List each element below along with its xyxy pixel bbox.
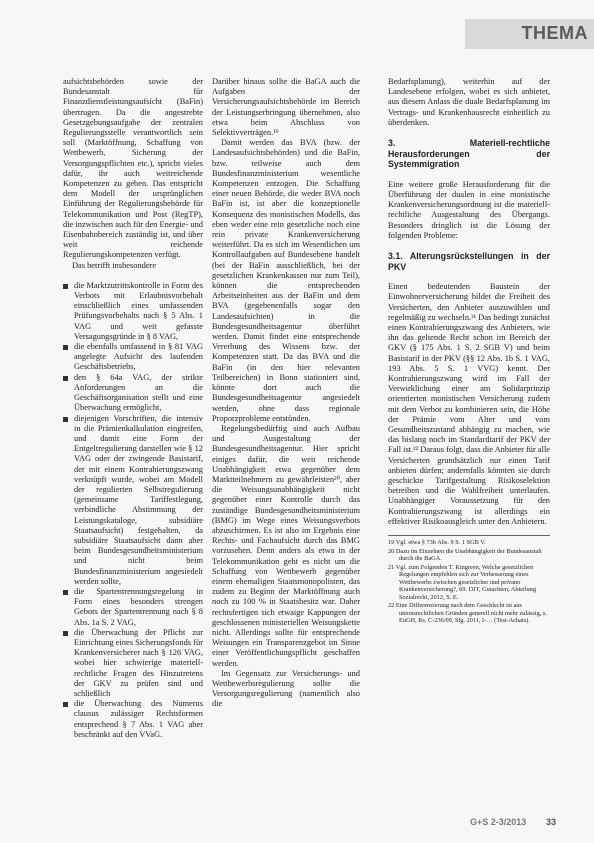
paragraph: aufsichtsbehörden sowie der Bundesanstalt für Finanzdienstleistungsaufsicht (BaFin) übertrugen. Da die angestrebte Gesetzgebungsaufgabe der zentralen Regulierungsstelle verantwortlich sein soll (Marktöffnung, Schaffung von Wettbewerb, Sicherung der Versorgungspflichten etc.), spricht vieles dafür, ihr auch weitreichende Kompetenzen zu geben. Das entspricht dem Modell der ursprünglichen Einführung der Regulierungsbehörde für Telekommunikation und Post (RegTP), die inzwischen auch für den Energie- und Eisenbahnbereich zuständig ist, und über weit reichende Regulierungskompetenzen verfügt. <box>63 77 203 260</box>
list-item: die ebenfalls umfassend in § 81 VAG angelegte Aufsicht des laufenden Geschäftsbetriebs, <box>63 342 203 373</box>
subsection-heading: 3.1. Alterungsrückstellungen in der PKV <box>388 251 550 272</box>
journal-name: G+S 2-3/2013 <box>470 817 527 827</box>
list-item: die Marktzutrittskontrolle in Form des Verbots mit Erlaubnisvorbehalt einschließlich eines umfassenden Prüfungsvorbehalts nach § 5 Abs. 1 VAG und weit gefasste Versagungsgründe in § 8 VAG, <box>63 281 203 342</box>
paragraph: Im Gegensatz zur Versicherungs- und Wettbewerbsregulierung sollte die Versorgungsregulierung (namentlich also die <box>212 668 360 709</box>
footnote: 22 Eine Differenzierung nach dem Geschlecht ist aus unionsrechtlichen Gründen generell nicht mehr zulässig, s. EuGH, Rs. C-236/09, Slg. 2011, I-… (Test-Achats). <box>388 602 547 625</box>
paragraph: Regelungsbedürftig sind auch Aufbau und Ausgestaltung der Bundesgesundheitsagentur. Hier spricht einiges dafür, die weit reichende Unabhängigkeit etwa gegenüber dem Marktteilnehmern zu gewährleisten²⁰, aber die Weisungsunabhängigkeit nicht gegenüber einer Kontrolle durch das zuständige Bundesgesundheitsministerium (BMG) im Wege eines Weisungsverbots abzuschirmen. Es ist also im Ergebnis eine Rechts- und Fachaufsicht durch das BMG vorzusehen. Denn anders als etwa in der Telekommunikation geht es nicht um die Schaffung von Wettbewerb gegenüber einem ehemaligen Staatsmonopolisten, das zudem zu Beginn der Marktöffnung auch noch zu 100 % in Staatsbesitz war. Daher rechtsfertigen sich etwaige Kappungen der geschlossenen ministeriellen Weisungskette nicht. Allerdings sollte für entsprechende Weisungen ein Transparenzgebot im Sinne einer Veröffentlichungspflicht geschaffen werden. <box>212 423 360 668</box>
bullet-list <box>63 281 203 740</box>
footnote: 20 Dazu im Einzelnen die Unabhängigkeit der Bundesanstalt durch die BaGA. <box>388 547 542 563</box>
section-badge <box>465 19 594 49</box>
footnotes <box>388 535 550 625</box>
list-item: die Spartentrennungsregelung in Form eines besonders strengen Gebots der Spartentrennung nach § 8 Abs. 1a S. 2 VAG, <box>63 587 203 628</box>
list-item: die Überwachung des Numerus clausus zulässiger Rechtsformen entsprechend § 7 Abs. 1 VAG aber beschränkt auf den VVaG. <box>63 699 203 740</box>
paragraph: Eine weitere große Herausforderung für die Überführung der dualen in eine monistische Krankenversicherungsordnung ist die materiell-rechtliche Ausgestaltung des Übergangs. Besonders dringlich ist die Lösung der folgenden Probleme: <box>388 179 550 240</box>
footnote: 19 Vgl. etwa § 73b Abs. 9 S. 1 SGB V. <box>388 539 486 547</box>
paragraph: Das betrifft insbesondere <box>72 260 157 270</box>
section-heading: 3. Materiell-rechtliche Herausforderungen der Systemmigration <box>388 138 550 170</box>
page-footer <box>0 817 594 835</box>
page-number: 33 <box>546 817 557 827</box>
list-item: die Überwachung der Pflicht zur Einrichtung eines Sicherungsfonds für Krankenversicherer nach § 126 VAG, wobei hier schwierige materiell-rechtliche Fragen des Hinzutretens der GKV zu prüfen sind und schließlich <box>63 628 203 699</box>
text-column-3 <box>388 77 550 626</box>
text-column-1 <box>63 77 203 740</box>
list-item: den § 64a VAG, der strikte Anforderungen an die Geschäftsorganisation stellt und eine Überwachung ermöglicht, <box>63 373 203 414</box>
footnote: 21 Vgl. zum Folgenden T. Kingreen, Welche gesetzlichen Regelungen empfehlen sich zur Verbesserung eines Wettbewerbs zwischen gesetzlicher und privater Krankenversicherung?, 69. DJT, Gutachten, Abteilung Sozialrecht, 2012, S. E. <box>388 563 536 601</box>
paragraph: Bedarfsplanung), weiterhin auf der Landesebene erfolgen, wobei es sich anbietet, aus diesem Anlass die duale Bedarfsplanung im Vertrags- und Krankenhausrecht einheitlich zu überdenken. <box>388 77 550 127</box>
section-title: THEMA <box>521 23 588 43</box>
paragraph: Damit werden das BVA (bzw. der Landesaufsichtsbehörden) und die BaFin, bzw. teilweise auch dem Bundesfinanzministerium wesentliche Kompetenzen entzogen. Die Schaffung einer neuen Behörde, die weder BVA noch BaFin ist, ist aber die konzeptionelle Konsequenz des monistischen Modells, das eben weder eine rein gesetzliche noch eine rein private Krankenversicherung weiterführt. Da es sich im Wesentlichen um Kontrollaufgaben auf Bundesebene handelt (bei der BaFin ausschließlich, bei der gesetzlichen Krankenkassen nur zum Teil), können die entsprechenden Arbeitseinheiten aus der BaFin und dem BVA (gegebenenfalls sogar den Landesaufsichten) in die Bundesgesundheitsagentur überführt werden. Damit findet eine entsprechende Vererbung des Wissens bzw. der Kompetenzen statt. Da das BVA und die BaFin (in den hier relevanten Teilbereichen) in Bonn stationiert sind, könnte dort auch die Bundesgesundheitsagentur angesiedelt werden, ohne dass regionale Proporzprobleme entstünden. <box>212 138 360 423</box>
text-column-2 <box>212 77 360 710</box>
list-item: diejenigen Vorschriften, die intensiv in die Prämienkalkulation eingreifen, und damit eine Form der Entgeltregulierung darstellen wie § 12 VAG oder der zwingende Basistarif, der mit einem Kontrahierungszwang verknüpft wurde, wobei am Modell der regulierten Selbstregulierung (gemeinsame Tariffestlegung, verbindliche Abstimmung der Leistungskataloge, subsidiäre Staatsaufsicht) festgehalten, da subsidiäre Staatsaufsicht dann aber beim Bundesgesundheitsministerium und nicht beim Bundesfinanzministerium angesiedelt werden sollte, <box>63 414 203 587</box>
paragraph: Einen bedeutenden Baustein der Einwohnerversicherung bildet die Freiheit des Versicherten, den Anbieter auszuwählen und regelmäßig zu wechseln.²¹ Das bedingt zunächst einen Kontrahierungszwang des Anbieters, wie ihn das geltende Recht schon im Bereich der GKV (§ 175 Abs. 1 S. 2 SGB V) und beim Basistarif in der PKV (§§ 12 Abs. 1b S. 1 VAG, 193 Abs. 5 S. 1 VVG) kennt. Der Kontrahierungszwang wird im Fall der Verwirklichung einer am Solidarprinzip orientierten monistischen Versicherung zudem mit dem Verbot zu kombinieren sein, die Höhe der Prämie vom Alter und vom Gesundheitszustand abhängig zu machen, wie das bislang noch im Standardtarif der PKV der Fall ist.²² Daraus folgt, dass die Anbieter für alle Versicherten grundsätzlich nur einen Tarif anbieten dürfen; andernfalls könnten sie durch geschickte Tarifgestaltung Risikoselektion betreiben und die Wahlfreiheit unterlaufen. Unabhängiger Voraussetzung für den Kontrahierungszwang ist allerdings ein effektiver Risikoausgleich unter den Anbietern. <box>388 282 550 526</box>
paragraph: Darüber hinaus sollte die BaGA auch die Aufgaben der Versicherungsaufsichtsbehörde im Bereich der Leistungserbringung übernehmen, also etwa beim Abschluss von Selektivverträgen.¹⁹ <box>212 77 360 138</box>
